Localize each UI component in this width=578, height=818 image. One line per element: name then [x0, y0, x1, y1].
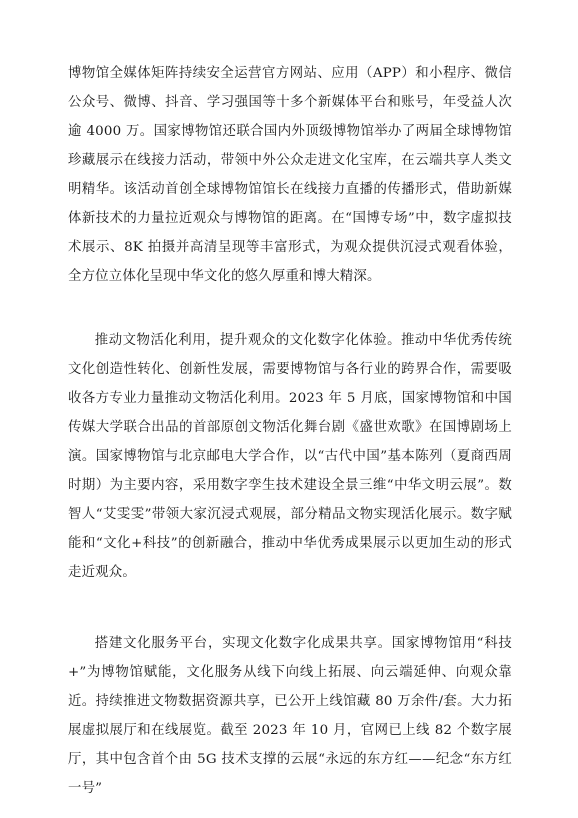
paragraph-cultural-service-platform: 搭建文化服务平台，实现文化数字化成果共享。国家博物馆用“科技+”为博物馆赋能，文化服务从线下向线上拓展、向云端延伸、向观众靠近。持续推进文物数据资源共享，已公开上线馆藏 80 万余件/套。大力拓展虚拟展厅和在线展览。截至 2023 年 10 月，官网已上线 82 个数字展厅，其中包含首个由 5G 技术支撑的云展“永远的东方红——纪念“东方红一号”	[68, 636, 512, 796]
paragraph-media-matrix: 博物馆全媒体矩阵持续安全运营官方网站、应用（APP）和小程序、微信公众号、微博、抖音、学习强国等十多个新媒体平台和账号，年受益人次逾 4000 万。国家博物馆还联合国内外顶级博物馆举办了两届全球博物馆珍藏展示在线接力活动，带领中外公众走进文化宝库，在云端共享人类文明精华。该活动首创全球博物馆馆长在线接力直播的传播形式，借助新媒体新技术的力量拉近观众与博物馆的距离。在“国博专场”中，数字虚拟技术展示、8K 拍摄并高清呈现等丰富形式，为观众提供沉浸式观看体验，全方位立体化呈现中华文化的悠久厚重和博大精深。	[68, 66, 512, 284]
paragraph-relic-activation: 推动文物活化利用，提升观众的文化数字化体验。推动中华优秀传统文化创造性转化、创新性发展，需要博物馆与各行业的跨界合作，需要吸收各方专业力量推动文物活化利用。2023 年 5 月底，国家博物馆和中国传媒大学联合出品的首部原创文物活化舞台剧《盛世欢歌》在国博剧场上演。国家博物馆与北京邮电大学合作，以“古代中国”基本陈列（夏商西周时期）为主要内容，采用数字孪生技术建设全景三维“中华文明云展”。数智人“艾雯雯”带领大家沉浸式观展，部分精品文物实现活化展示。数字赋能和“文化+科技”的创新融合，推动中华优秀成果展示以更加生动的形式走近观众。	[68, 333, 512, 580]
